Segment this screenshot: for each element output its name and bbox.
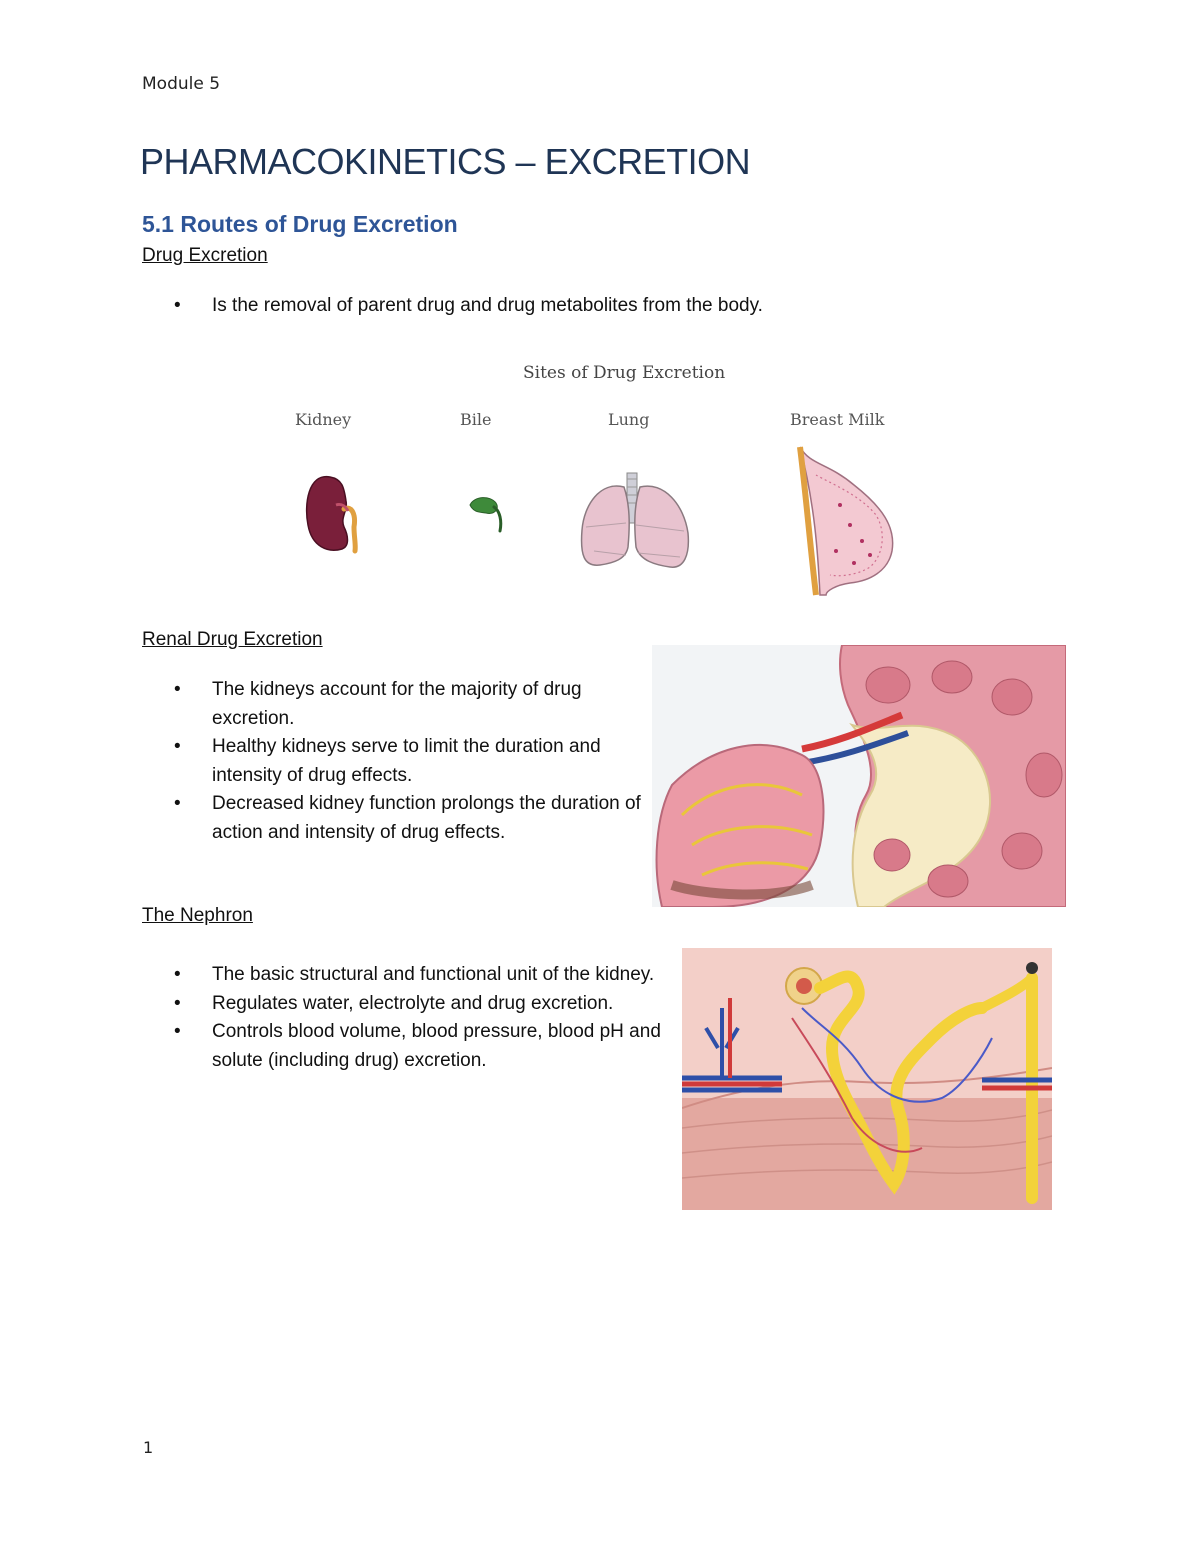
kidney-label: Kidney xyxy=(295,410,352,429)
list-item: • Healthy kidneys serve to limit the duration and intensity of drug effects. xyxy=(142,733,642,790)
nephron-list xyxy=(142,961,662,1075)
list-item: • Decreased kidney function prolongs the duration of action and intensity of drug effects. xyxy=(142,790,642,847)
breast-milk-label: Breast Milk xyxy=(790,410,885,429)
organ-illustrations xyxy=(270,355,930,600)
list-item: • Controls blood volume, blood pressure, blood pH and solute (including drug) excretion. xyxy=(142,1018,662,1075)
nephron-label: The Nephron xyxy=(142,905,253,926)
lung-label: Lung xyxy=(608,410,650,429)
renal-excretion-list xyxy=(142,676,642,847)
section-heading: 5.1 Routes of Drug Excretion xyxy=(142,211,458,237)
list-item: • The basic structural and functional unit of the kidney. xyxy=(142,961,662,990)
sites-of-excretion-figure xyxy=(270,355,930,600)
gallbladder-icon xyxy=(470,498,501,531)
drug-excretion-list xyxy=(142,292,1042,321)
list-item: • Is the removal of parent drug and drug metabolites from the body. xyxy=(142,292,1042,321)
module-header: Module 5 xyxy=(142,74,221,94)
kidney-icon xyxy=(307,477,356,551)
bile-label: Bile xyxy=(460,410,492,429)
page-title: PHARMACOKINETICS – EXCRETION xyxy=(140,141,751,182)
kidney-cross-section-image xyxy=(652,645,1066,907)
list-item: • The kidneys account for the majority of drug excretion. xyxy=(142,676,642,733)
breast-milk-icon xyxy=(800,447,893,595)
page-number: 1 xyxy=(143,1438,154,1457)
lungs-icon xyxy=(582,473,689,567)
list-item: • Regulates water, electrolyte and drug excretion. xyxy=(142,990,662,1019)
nephron-image xyxy=(682,948,1052,1210)
drug-excretion-label: Drug Excretion xyxy=(142,245,268,266)
renal-excretion-label: Renal Drug Excretion xyxy=(142,629,323,650)
figure-title: Sites of Drug Excretion xyxy=(523,363,726,383)
